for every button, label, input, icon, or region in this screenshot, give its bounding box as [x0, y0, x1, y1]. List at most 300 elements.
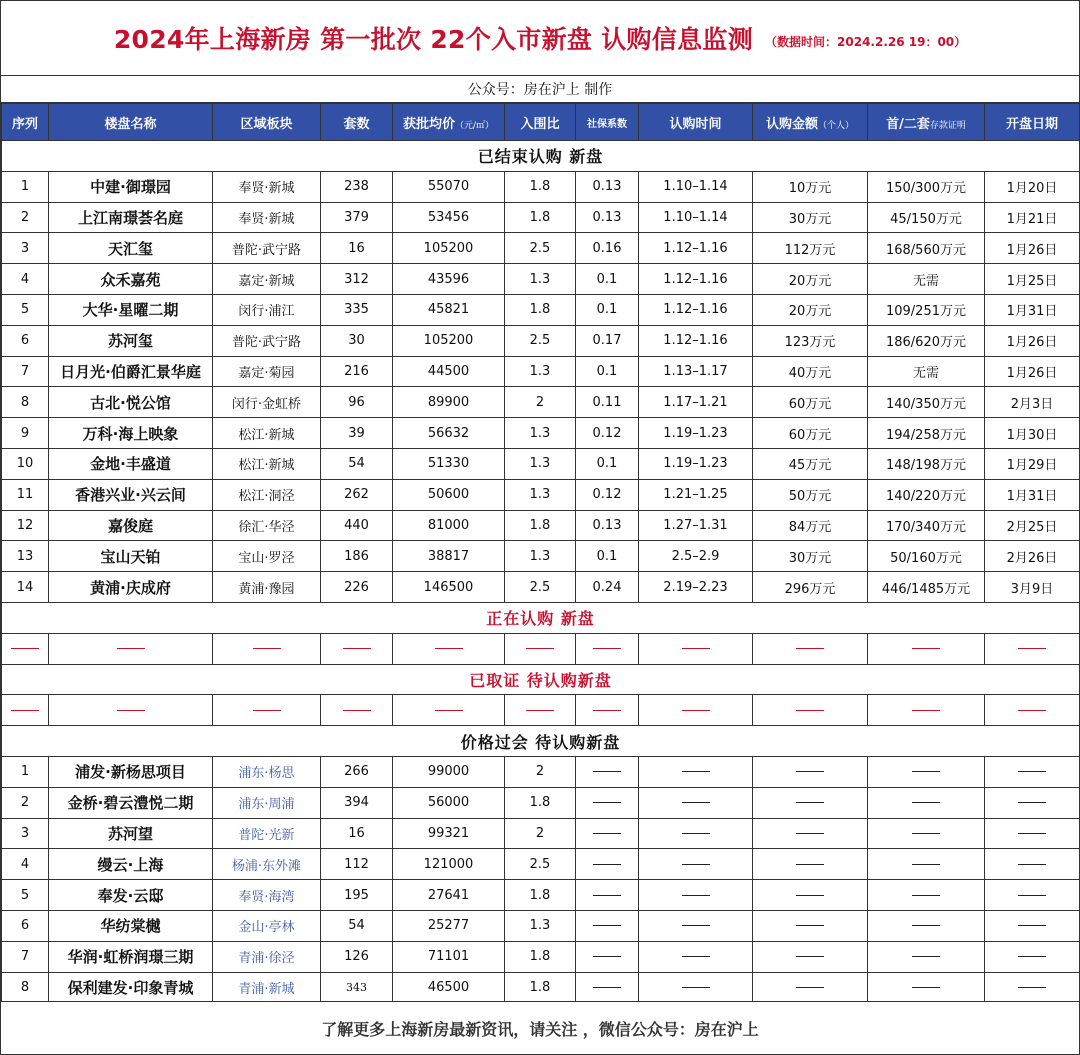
header-ratio: 入围比	[505, 104, 576, 141]
cell-price: 56000	[393, 787, 505, 818]
cell-district: 杨浦·东外滩	[213, 849, 321, 880]
table-row	[2, 941, 1080, 972]
dash-mark	[593, 771, 621, 772]
section-row-ended	[2, 141, 1080, 172]
credit-line: 公众号：房在沪上 制作	[1, 76, 1079, 103]
dash-mark	[343, 710, 371, 711]
header-units: 套数	[321, 104, 393, 141]
cell-sub-time: 1.27–1.31	[639, 510, 753, 541]
cell-ratio: 1.3	[505, 448, 576, 479]
table-row	[2, 325, 1080, 356]
dash-mark	[912, 956, 940, 957]
cell-no: 14	[2, 572, 49, 603]
cell-social: 0.13	[576, 171, 639, 202]
cell-no: 5	[2, 880, 49, 911]
empty-cell	[213, 695, 321, 726]
dash-mark	[796, 833, 824, 834]
dash-mark	[435, 648, 463, 649]
empty-cell	[393, 695, 505, 726]
dash-mark	[682, 833, 710, 834]
dash-mark	[1018, 648, 1046, 649]
dash-mark	[593, 802, 621, 803]
empty-cell	[753, 633, 868, 664]
section-title: 正在认购 新盘	[2, 602, 1080, 633]
section-row-certified	[2, 664, 1080, 695]
dash-mark	[11, 710, 39, 711]
header-open-date: 开盘日期	[985, 104, 1080, 141]
cell-name: 苏河玺	[49, 325, 213, 356]
cell-name: 金桥·碧云澧悦二期	[49, 787, 213, 818]
dash-mark	[682, 771, 710, 772]
empty-cell	[985, 818, 1080, 849]
dash-mark	[593, 895, 621, 896]
cell-price: 50600	[393, 479, 505, 510]
cell-social: 0.1	[576, 264, 639, 295]
cell-open-date: 1月20日	[985, 171, 1080, 202]
empty-cell	[753, 972, 868, 1003]
data-timestamp: （数据时间：2024.2.26 19：00）	[765, 34, 967, 49]
cell-no: 7	[2, 356, 49, 387]
dash-mark	[343, 648, 371, 649]
cell-district: 闵行·金虹桥	[213, 387, 321, 418]
dash-mark	[912, 648, 940, 649]
cell-district: 普陀·武宁路	[213, 325, 321, 356]
cell-name: 保利建发·印象青城	[49, 972, 213, 1003]
dash-mark	[912, 802, 940, 803]
cell-no: 6	[2, 325, 49, 356]
cell-ratio: 1.3	[505, 479, 576, 510]
dash-mark	[682, 925, 710, 926]
cell-sub-time: 1.12–1.16	[639, 294, 753, 325]
table-row	[2, 756, 1080, 787]
dash-mark	[593, 987, 621, 988]
empty-cell	[576, 695, 639, 726]
empty-cell	[2, 633, 49, 664]
cell-units: 379	[321, 202, 393, 233]
dash-mark	[1018, 956, 1046, 957]
cell-deposit: 无需	[868, 356, 985, 387]
cell-name: 苏河望	[49, 818, 213, 849]
table-row	[2, 202, 1080, 233]
cell-units: 238	[321, 171, 393, 202]
cell-units: 126	[321, 941, 393, 972]
dash-mark	[593, 648, 621, 649]
cell-no: 12	[2, 510, 49, 541]
cell-deposit: 140/350万元	[868, 387, 985, 418]
cell-district: 青浦·新城	[213, 972, 321, 1003]
cell-sub-time: 1.19–1.23	[639, 448, 753, 479]
empty-cell	[321, 633, 393, 664]
cell-ratio: 1.8	[505, 510, 576, 541]
cell-social: 0.1	[576, 448, 639, 479]
cell-district: 黄浦·豫园	[213, 572, 321, 603]
dash-mark	[912, 771, 940, 772]
cell-units: 262	[321, 479, 393, 510]
cell-ratio: 2.5	[505, 233, 576, 264]
cell-name: 万科·海上映象	[49, 418, 213, 449]
dash-mark	[682, 864, 710, 865]
cell-amount: 20万元	[753, 294, 868, 325]
table-row	[2, 818, 1080, 849]
cell-name: 奉发·云邸	[49, 880, 213, 911]
header-name: 楼盘名称	[49, 104, 213, 141]
cell-units: 39	[321, 418, 393, 449]
empty-cell	[753, 880, 868, 911]
cell-ratio: 1.3	[505, 356, 576, 387]
dash-mark	[912, 833, 940, 834]
cell-district: 松江·新城	[213, 448, 321, 479]
table-row	[2, 787, 1080, 818]
empty-cell	[868, 756, 985, 787]
empty-cell	[213, 633, 321, 664]
cell-district: 青浦·徐泾	[213, 941, 321, 972]
cell-social: 0.16	[576, 233, 639, 264]
dash-mark	[1018, 802, 1046, 803]
header-amount	[753, 104, 868, 141]
empty-cell	[985, 633, 1080, 664]
header-sub-time: 认购时间	[639, 104, 753, 141]
cell-no: 4	[2, 849, 49, 880]
cell-no: 1	[2, 756, 49, 787]
empty-cell	[868, 695, 985, 726]
cell-price: 53456	[393, 202, 505, 233]
empty-cell	[868, 787, 985, 818]
cell-district: 浦东·周浦	[213, 787, 321, 818]
table-row	[2, 294, 1080, 325]
cell-sub-time: 1.17–1.21	[639, 387, 753, 418]
dash-mark	[1018, 833, 1046, 834]
cell-district: 宝山·罗泾	[213, 541, 321, 572]
cell-name: 上江南璟荟名庭	[49, 202, 213, 233]
cell-open-date: 1月26日	[985, 356, 1080, 387]
section-row-priced	[2, 726, 1080, 757]
cell-amount: 60万元	[753, 387, 868, 418]
empty-cell	[639, 849, 753, 880]
cell-social: 0.12	[576, 418, 639, 449]
cell-deposit: 45/150万元	[868, 202, 985, 233]
cell-amount: 112万元	[753, 233, 868, 264]
empty-cell	[868, 818, 985, 849]
empty-cell	[639, 695, 753, 726]
cell-ratio: 2	[505, 818, 576, 849]
cell-social: 0.13	[576, 510, 639, 541]
dash-mark	[593, 710, 621, 711]
cell-units: 226	[321, 572, 393, 603]
table-row	[2, 264, 1080, 295]
cell-units: 312	[321, 264, 393, 295]
cell-units: 343	[321, 972, 393, 1003]
dash-mark	[253, 710, 281, 711]
cell-name: 宝山天铂	[49, 541, 213, 572]
cell-open-date: 1月26日	[985, 325, 1080, 356]
empty-cell	[576, 910, 639, 941]
cell-sub-time: 1.21–1.25	[639, 479, 753, 510]
cell-sub-time: 1.12–1.16	[639, 233, 753, 264]
cell-name: 华润·虹桥润璟三期	[49, 941, 213, 972]
cell-no: 13	[2, 541, 49, 572]
cell-units: 216	[321, 356, 393, 387]
cell-district: 嘉定·菊园	[213, 356, 321, 387]
empty-cell	[49, 633, 213, 664]
dash-mark	[796, 710, 824, 711]
cell-district: 金山·亭林	[213, 910, 321, 941]
cell-ratio: 2.5	[505, 325, 576, 356]
table-row	[2, 448, 1080, 479]
cell-units: 112	[321, 849, 393, 880]
cell-district: 奉贤·新城	[213, 202, 321, 233]
empty-cell	[985, 849, 1080, 880]
cell-price: 38817	[393, 541, 505, 572]
certified-empty-row	[2, 695, 1080, 726]
cell-sub-time: 1.10–1.14	[639, 202, 753, 233]
empty-cell	[576, 849, 639, 880]
table-row	[2, 972, 1080, 1003]
table-row	[2, 910, 1080, 941]
cell-open-date: 1月29日	[985, 448, 1080, 479]
cell-amount: 10万元	[753, 171, 868, 202]
dash-mark	[1018, 895, 1046, 896]
cell-sub-time: 1.13–1.17	[639, 356, 753, 387]
cell-ratio: 1.8	[505, 972, 576, 1003]
cell-units: 30	[321, 325, 393, 356]
dash-mark	[796, 895, 824, 896]
dash-mark	[682, 956, 710, 957]
cell-units: 54	[321, 910, 393, 941]
cell-name: 古北·悦公馆	[49, 387, 213, 418]
cell-district: 普陀·光新	[213, 818, 321, 849]
header-deposit	[868, 104, 985, 141]
cell-sub-time: 1.12–1.16	[639, 325, 753, 356]
empty-cell	[2, 695, 49, 726]
empty-cell	[985, 880, 1080, 911]
empty-cell	[868, 849, 985, 880]
dash-mark	[11, 648, 39, 649]
ongoing-empty-row	[2, 633, 1080, 664]
cell-no: 10	[2, 448, 49, 479]
cell-name: 缦云·上海	[49, 849, 213, 880]
cell-deposit: 140/220万元	[868, 479, 985, 510]
cell-amount: 40万元	[753, 356, 868, 387]
empty-cell	[753, 941, 868, 972]
dash-mark	[1018, 771, 1046, 772]
cell-ratio: 2.5	[505, 849, 576, 880]
cell-open-date: 2月3日	[985, 387, 1080, 418]
dash-mark	[912, 987, 940, 988]
cell-no: 7	[2, 941, 49, 972]
cell-name: 浦发·新杨思项目	[49, 756, 213, 787]
cell-ratio: 1.8	[505, 880, 576, 911]
cell-social: 0.12	[576, 479, 639, 510]
dash-mark	[682, 987, 710, 988]
cell-no: 2	[2, 202, 49, 233]
section-title: 已取证 待认购新盘	[2, 664, 1080, 695]
cell-social: 0.13	[576, 202, 639, 233]
cell-open-date: 1月30日	[985, 418, 1080, 449]
table-row	[2, 418, 1080, 449]
cell-price: 25277	[393, 910, 505, 941]
cell-no: 8	[2, 972, 49, 1003]
table-row	[2, 572, 1080, 603]
dash-mark	[526, 648, 554, 649]
dash-mark	[593, 833, 621, 834]
table-row	[2, 880, 1080, 911]
empty-cell	[868, 972, 985, 1003]
table-row	[2, 171, 1080, 202]
empty-cell	[639, 941, 753, 972]
header-amount-unit: （个人）	[818, 120, 855, 131]
empty-cell	[576, 941, 639, 972]
cell-name: 香港兴业·兴云间	[49, 479, 213, 510]
empty-cell	[868, 910, 985, 941]
table-row	[2, 233, 1080, 264]
cell-deposit: 446/1485万元	[868, 572, 985, 603]
cell-price: 27641	[393, 880, 505, 911]
cell-units: 54	[321, 448, 393, 479]
cell-open-date: 2月25日	[985, 510, 1080, 541]
cell-district: 奉贤·海湾	[213, 880, 321, 911]
empty-cell	[753, 756, 868, 787]
empty-cell	[576, 756, 639, 787]
cell-ratio: 2	[505, 756, 576, 787]
cell-no: 3	[2, 233, 49, 264]
cell-sub-time: 1.10–1.14	[639, 171, 753, 202]
cell-name: 大华·星曜二期	[49, 294, 213, 325]
empty-cell	[985, 695, 1080, 726]
cell-price: 99000	[393, 756, 505, 787]
dash-mark	[593, 956, 621, 957]
empty-cell	[505, 633, 576, 664]
header-social: 社保系数	[576, 104, 639, 141]
cell-no: 1	[2, 171, 49, 202]
empty-cell	[576, 880, 639, 911]
cell-sub-time: 1.19–1.23	[639, 418, 753, 449]
dash-mark	[796, 771, 824, 772]
cell-name: 华纺棠樾	[49, 910, 213, 941]
cell-amount: 60万元	[753, 418, 868, 449]
table-row	[2, 541, 1080, 572]
dash-mark	[912, 895, 940, 896]
empty-cell	[576, 633, 639, 664]
empty-cell	[576, 972, 639, 1003]
cell-price: 71101	[393, 941, 505, 972]
dash-mark	[1018, 710, 1046, 711]
empty-cell	[868, 880, 985, 911]
cell-open-date: 1月26日	[985, 233, 1080, 264]
dash-mark	[796, 987, 824, 988]
page-title: 2024年上海新房 第一批次 22个入市新盘 认购信息监测	[113, 25, 754, 54]
dash-mark	[796, 956, 824, 957]
cell-deposit: 186/620万元	[868, 325, 985, 356]
cell-ratio: 1.3	[505, 418, 576, 449]
cell-no: 11	[2, 479, 49, 510]
cell-social: 0.17	[576, 325, 639, 356]
cell-no: 2	[2, 787, 49, 818]
cell-price: 105200	[393, 233, 505, 264]
empty-cell	[753, 787, 868, 818]
cell-ratio: 2.5	[505, 572, 576, 603]
dash-mark	[796, 648, 824, 649]
cell-name: 众禾嘉苑	[49, 264, 213, 295]
cell-units: 266	[321, 756, 393, 787]
cell-district: 徐汇·华泾	[213, 510, 321, 541]
cell-no: 5	[2, 294, 49, 325]
empty-cell	[985, 972, 1080, 1003]
empty-cell	[639, 633, 753, 664]
empty-cell	[985, 787, 1080, 818]
title-bar	[1, 1, 1079, 76]
header-price	[393, 104, 505, 141]
cell-price: 81000	[393, 510, 505, 541]
empty-cell	[639, 910, 753, 941]
dash-mark	[1018, 925, 1046, 926]
table-row	[2, 387, 1080, 418]
dash-mark	[912, 710, 940, 711]
empty-cell	[576, 818, 639, 849]
cell-no: 4	[2, 264, 49, 295]
dash-mark	[796, 925, 824, 926]
footer-note: 了解更多上海新房最新资讯，请关注 ，微信公众号：房在沪上	[1, 1001, 1079, 1054]
empty-cell	[868, 941, 985, 972]
header-row	[2, 104, 1080, 141]
cell-sub-time: 2.19–2.23	[639, 572, 753, 603]
cell-amount: 20万元	[753, 264, 868, 295]
cell-name: 日月光·伯爵汇景华庭	[49, 356, 213, 387]
cell-open-date: 1月25日	[985, 264, 1080, 295]
cell-open-date: 1月31日	[985, 294, 1080, 325]
cell-no: 9	[2, 418, 49, 449]
empty-cell	[639, 972, 753, 1003]
dash-mark	[593, 864, 621, 865]
table-row	[2, 510, 1080, 541]
dash-mark	[1018, 987, 1046, 988]
dash-mark	[253, 648, 281, 649]
cell-amount: 123万元	[753, 325, 868, 356]
cell-ratio: 1.3	[505, 264, 576, 295]
empty-cell	[639, 756, 753, 787]
cell-district: 松江·洞泾	[213, 479, 321, 510]
cell-social: 0.1	[576, 356, 639, 387]
cell-social: 0.1	[576, 541, 639, 572]
header-deposit-unit: 存款证明	[929, 120, 966, 131]
cell-units: 96	[321, 387, 393, 418]
cell-social: 0.24	[576, 572, 639, 603]
cell-amount: 296万元	[753, 572, 868, 603]
dash-mark	[682, 648, 710, 649]
cell-units: 394	[321, 787, 393, 818]
empty-cell	[985, 756, 1080, 787]
empty-cell	[49, 695, 213, 726]
header-price-unit: （元/㎡）	[454, 120, 495, 131]
cell-open-date: 2月26日	[985, 541, 1080, 572]
cell-district: 普陀·武宁路	[213, 233, 321, 264]
table-body	[2, 141, 1080, 1003]
empty-cell	[753, 849, 868, 880]
cell-amount: 50万元	[753, 479, 868, 510]
cell-units: 440	[321, 510, 393, 541]
header-deposit-label: 首/二套	[886, 116, 930, 132]
table-row	[2, 356, 1080, 387]
dash-mark	[593, 925, 621, 926]
cell-district: 嘉定·新城	[213, 264, 321, 295]
cell-ratio: 1.8	[505, 171, 576, 202]
cell-open-date: 1月31日	[985, 479, 1080, 510]
empty-cell	[985, 910, 1080, 941]
empty-cell	[639, 787, 753, 818]
cell-units: 16	[321, 233, 393, 264]
header-no: 序列	[2, 104, 49, 141]
dash-mark	[912, 925, 940, 926]
header-amount-label: 认购金额	[765, 116, 818, 132]
